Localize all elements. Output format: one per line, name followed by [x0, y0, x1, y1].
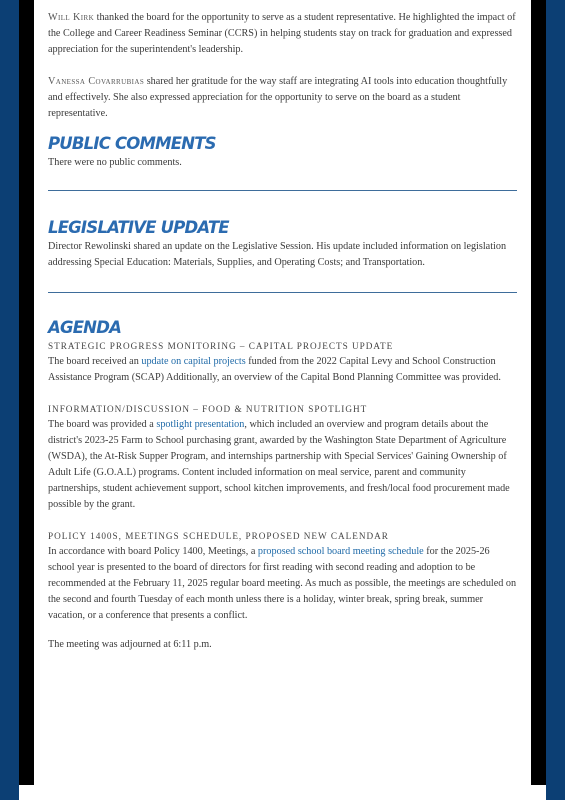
student-rep-paragraph-1 — [48, 10, 517, 58]
agenda-item-title: POLICY 1400S, MEETINGS SCHEDULE, PROPOSED NEW CALENDAR — [48, 531, 389, 541]
newsletter-body — [34, 0, 531, 785]
meeting-schedule-link[interactable]: proposed school board meeting schedule — [257, 546, 424, 557]
right-blue-band — [546, 0, 565, 800]
student-rep-paragraph-2 — [48, 74, 517, 122]
bottom-margin — [19, 785, 546, 800]
section-divider — [48, 190, 517, 191]
legislative-update-heading: LEGISLATIVE UPDATE — [48, 218, 229, 237]
agenda-item-text — [48, 354, 517, 386]
left-blue-band — [0, 0, 19, 800]
right-black-gutter — [531, 0, 546, 785]
agenda-heading: AGENDA — [48, 318, 122, 337]
spotlight-presentation-link[interactable]: spotlight presentation — [156, 419, 245, 430]
agenda-item-text-start: The board was provided a — [48, 419, 157, 430]
agenda-item-text — [48, 417, 517, 513]
left-black-gutter — [19, 0, 34, 785]
legislative-update-text: Director Rewolinski shared an update on the Legislative Session. His update included information on legislation addressing Special Education: Materials, Supplies, and Operating Costs; and Transportation. — [48, 241, 507, 268]
agenda-item-title: INFORMATION/DISCUSSION – FOOD & NUTRITION SPOTLIGHT — [48, 404, 368, 414]
student-rep-name: Will Kirk — [48, 12, 95, 23]
agenda-item-text-start: In accordance with board Policy 1400, Meetings, a — [48, 546, 258, 557]
agenda-item-text-end: funded from the 2022 Capital Levy and School Construction Assistance Program (SCAP) Additionally, an overview of the Capital Bond Planning Committee was provided. — [48, 356, 501, 383]
section-divider — [48, 292, 517, 293]
student-rep-text: thanked the board for the opportunity to serve as a student representative. He highlighted the impact of the College and Career Readiness Seminar (CCRS) in helping students stay on track for graduation and expressed appreciation for the superintendent's leadership. — [48, 12, 516, 55]
adjourned-text: The meeting was adjourned at 6:11 p.m. — [48, 639, 212, 650]
public-comments-heading: PUBLIC COMMENTS — [48, 134, 216, 153]
agenda-item-text-end: , which included an overview and program details about the district's 2023-25 Farm to School purchasing grant, awarded by the Washington State Department of Agriculture (WSDA), the At-Risk Supper Program, and internships partnership with Special Services' Gaining Ownership of Adult Life (G.O.A.L) programs. Content included information on meal service, parent and community partnerships, student achievement support, school kitchen improvements, and fresh/local food procurement made possible by the grant. — [48, 419, 510, 510]
capital-projects-link[interactable]: update on capital projects — [141, 356, 246, 367]
student-rep-text: shared her gratitude for the way staff are integrating AI tools into education thoughtfully and effectively. She also expressed appreciation for the opportunity to serve on the board as a student representative. — [48, 76, 508, 119]
agenda-item-text — [48, 544, 517, 624]
agenda-item-text-start: The board received an — [48, 356, 142, 367]
agenda-item-title: STRATEGIC PROGRESS MONITORING – CAPITAL PROJECTS UPDATE — [48, 341, 394, 351]
public-comments-text: There were no public comments. — [48, 157, 182, 168]
student-rep-name: Vanessa Covarrubias — [48, 76, 145, 87]
agenda-item-text-end: for the 2025-26 school year is presented to the board of directors for first reading with second reading and adoption to be recommended at the February 11, 2025 regular board meeting. As much as possible, the meetings are scheduled on the second and fourth Tuesday of each month unless there is a holiday, winter break, spring break, summer vacation, or a conference that presents a conflict. — [48, 546, 517, 621]
